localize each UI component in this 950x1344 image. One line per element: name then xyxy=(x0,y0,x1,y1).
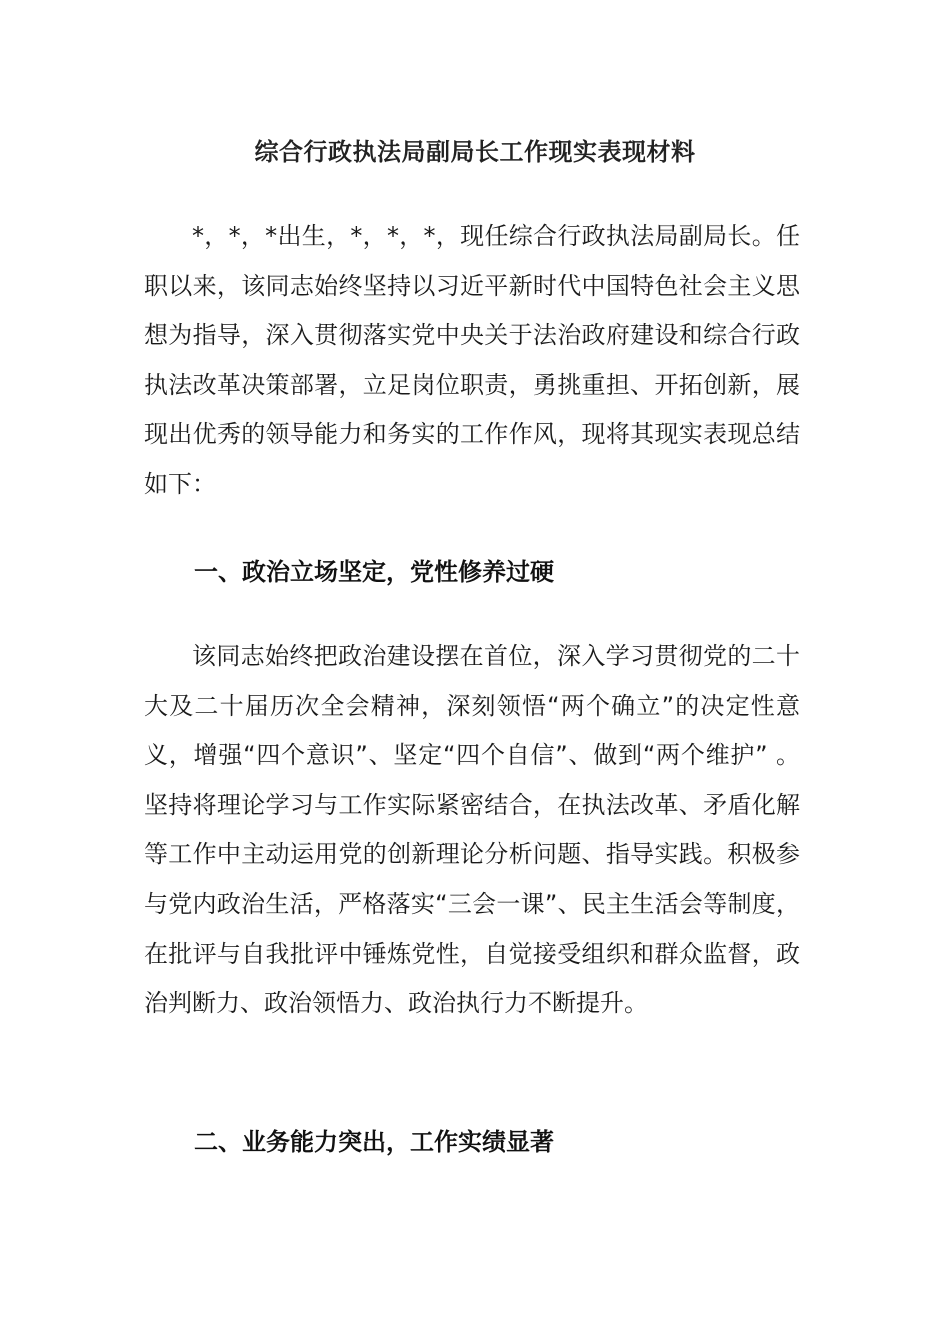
section-body-1: 该同志始终把政治建设摆在首位，深入学习贯彻党的二十大及二十届历次全会精神，深刻领悟“两个确立”的决定性意义，增强“四个意识”、坚定“四个自信”、做到“两个维护” 。坚持将理论学习与工作实际紧密结合，在执法改革、矛盾化解等工作中主动运用党的创新理论分析问题、指导实践。积极参与党内政治生活，严格落实“三会一课”、民主生活会等制度，在批评与自我批评中锤炼党性，自觉接受组织和群众监督，政治判断力、政治领悟力、政治执行力不断提升。 xyxy=(144,642,800,1018)
document-title: 综合行政执法局副局长工作现实表现材料 xyxy=(254,138,696,166)
section-heading-2: 二、业务能力突出，工作实绩显著 xyxy=(194,1128,554,1156)
section-heading-1: 一、政治立场坚定，党性修养过硬 xyxy=(194,558,554,586)
intro-paragraph: *，*，*出生，*，*，*，现任综合行政执法局副局长。任职以来，该同志始终坚持以习近平新时代中国特色社会主义思想为指导，深入贯彻落实党中央关于法治政府建设和综合行政执法改革决策部署，立足岗位职责，勇挑重担、开拓创新，展现出优秀的领导能力和务实的工作作风，现将其现实表现总结如下： xyxy=(144,222,800,498)
